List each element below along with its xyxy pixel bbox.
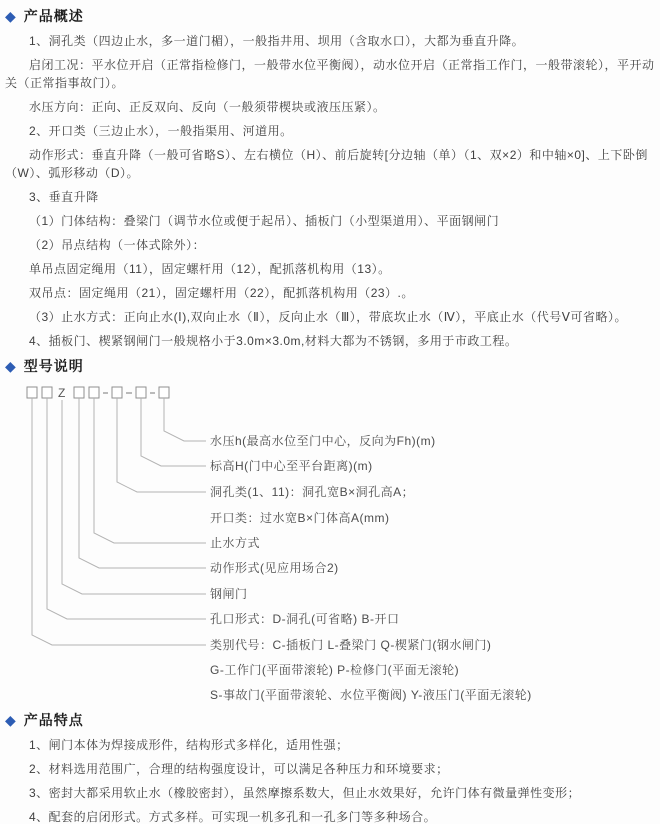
code-label-hole-type: 洞孔类(1、11)：洞孔宽B×洞孔高A；	[210, 485, 415, 499]
model-code-boxes	[27, 387, 169, 398]
model-code-box	[74, 387, 84, 398]
feature-item: 2、材料选用范围广，合理的结构强度设计，可以满足各种压力和环境要求；	[29, 762, 449, 776]
overview-paragraph: 3、垂直升降	[29, 190, 99, 204]
overview-paragraph: （2）吊点结构（一体式除外）：	[29, 238, 206, 252]
code-label-opening-type: 开口类：过水宽B×门体高A(mm)	[210, 511, 390, 525]
overview-paragraph: 双吊点：固定绳用（21），固定螺杆用（22），配抓落机构用（23）.。	[29, 286, 414, 300]
code-label-water-pressure: 水压h(最高水位至门中心，反向为Fh)(m)	[210, 434, 436, 448]
model-code-box	[136, 387, 146, 398]
connector-lines	[32, 398, 206, 645]
features-title-text: 产品特点	[23, 712, 84, 728]
overview-paragraph: 4、插板门、楔紧钢闸门一般规格小于3.0m×3.0m,材料大都为不锈钢，多用于市政工程。	[29, 334, 518, 348]
overview-title-text: 产品概述	[23, 8, 84, 24]
model-code-box	[159, 387, 169, 398]
feature-item: 3、密封大都采用软止水（橡胶密封），虽然摩擦系数大，但止水效果好，允许门体有微量弹性变形；	[29, 786, 581, 800]
overview-paragraph: 1、洞孔类（四边止水，多一道门楣），一般指井用、坝用（含取水口），大都为垂直升降。	[29, 34, 525, 48]
overview-paragraph: 2、开口类（三边止水），一般指渠用、河道用。	[29, 124, 293, 138]
model-title	[5, 356, 655, 376]
overview-paragraph: 动作形式：垂直升降（一般可省略S）、左右横位（H）、前后旋转[分边轴（单）（1、双×2）和中轴×0]、上下卧倒（W）、弧形移动（D）。	[5, 148, 648, 180]
model-code-diagram	[5, 382, 655, 708]
section-model	[5, 356, 655, 708]
section-features	[5, 710, 655, 824]
model-code-box	[27, 387, 37, 398]
code-label-elevation: 标高H(门中心至平台距离)(m)	[210, 459, 373, 473]
code-label-category-code: 类别代号：C-插板门 L-叠梁门 Q-楔紧门(钢水闸门)	[210, 638, 492, 652]
code-label-action-form: 动作形式(见应用场合2)	[210, 561, 339, 575]
code-label-category-code-2: G-工作门(平面带滚轮) P-检修门(平面无滚轮)	[210, 663, 460, 677]
section-overview	[5, 6, 655, 350]
code-label-orifice-form: 孔口形式：D-洞孔(可省略) B-开口	[210, 612, 400, 626]
model-code-box	[42, 387, 52, 398]
overview-paragraph: 启闭工况：平水位开启（正常指检修门，一般带水位平衡阀），动水位开启（正常指工作门，一般带滚轮），平开动关（正常指事故门）。	[5, 58, 655, 90]
code-label-seal-mode: 止水方式	[210, 536, 261, 550]
model-code-connectors	[5, 382, 655, 708]
overview-paragraph: 水压方向：正向、正反双向、反向（一般须带楔块或液压压紧）。	[29, 100, 386, 114]
overview-paragraph: （3）止水方式：正向止水(Ⅰ),双向止水（Ⅱ），反向止水（Ⅲ），带底坎止水（Ⅳ），平底止水（代号Ⅴ可省略）。	[29, 310, 628, 324]
model-code-letter: Z	[58, 386, 66, 400]
diamond-icon: ◆	[5, 712, 17, 728]
features-title	[5, 710, 655, 730]
model-title-text: 型号说明	[23, 358, 84, 374]
code-label-steel-gate: 钢闸门	[210, 587, 248, 601]
feature-item: 1、闸门本体为焊接成形件，结构形式多样化，适用性强；	[29, 738, 349, 752]
model-code-box	[112, 387, 122, 398]
diamond-icon: ◆	[5, 358, 17, 374]
overview-paragraph: 单吊点固定绳用（11），固定螺杆用（12），配抓落机构用（13）。	[29, 262, 391, 276]
code-label-category-code-3: S-事故门(平面带滚轮、水位平衡阀) Y-液压门(平面无滚轮)	[210, 688, 532, 702]
overview-paragraph: （1）门体结构：叠梁门（调节水位或便于起吊）、插板门（小型渠道用）、平面钢闸门	[29, 214, 500, 228]
model-code-box	[89, 387, 99, 398]
diamond-icon: ◆	[5, 8, 17, 24]
overview-title	[5, 6, 655, 26]
feature-item: 4、配套的启闭形式。方式多样。可实现一机多孔和一孔多门等多种场合。	[29, 810, 437, 824]
